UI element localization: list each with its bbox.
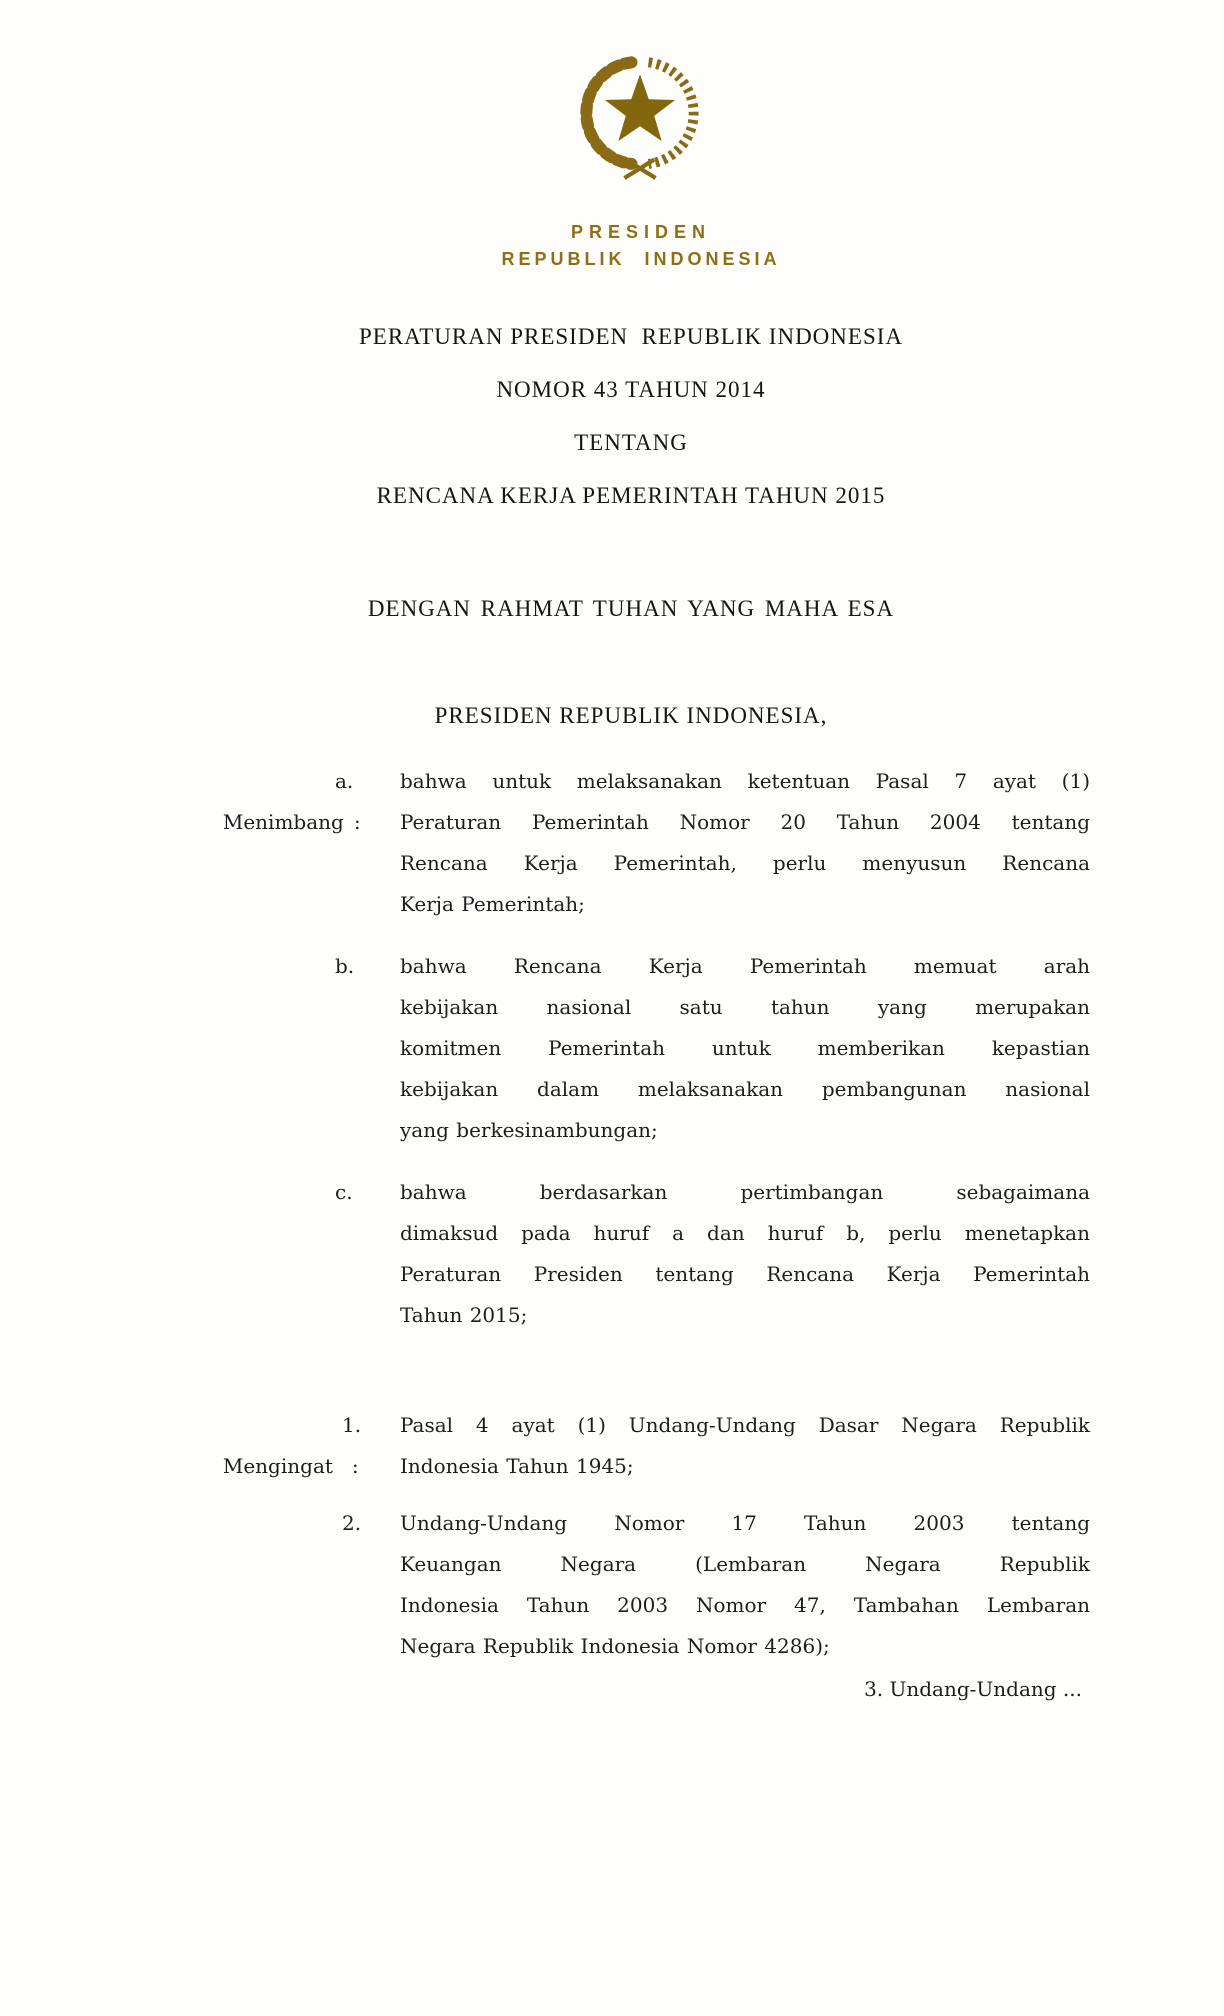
title-line-number: NOMOR 43 TAHUN 2014	[496, 377, 766, 402]
menimbang-label-text: Menimbang	[222, 810, 344, 834]
document-title-block	[172, 323, 1090, 510]
item-text	[400, 946, 1090, 1151]
list-item-1	[335, 1405, 1090, 1487]
clause-line: Peraturan Pemerintah Nomor 20 Tahun 2004 tentang	[400, 810, 1090, 834]
clause-line: kebijakan nasional satu tahun yang merupakan	[400, 995, 1090, 1019]
item-text	[400, 1503, 1090, 1667]
clause-line: Kerja Pemerintah;	[400, 892, 585, 916]
clause-line: bahwa untuk melaksanakan ketentuan Pasal 7 ayat (1)	[400, 769, 1090, 793]
star-icon	[605, 74, 675, 141]
clause-line: Indonesia Tahun 2003 Nomor 47, Tambahan Lembaran	[400, 1593, 1090, 1617]
clause-line: Indonesia Tahun 1945;	[400, 1454, 634, 1478]
item-marker: a.	[335, 769, 354, 793]
list-item-b	[335, 946, 1090, 1151]
list-item-2	[335, 1503, 1090, 1667]
clause-line: Pasal 4 ayat (1) Undang-Undang Dasar Negara Republik	[400, 1413, 1090, 1437]
clause-line: Undang-Undang Nomor 17 Tahun 2003 tentang	[400, 1511, 1090, 1535]
clause-line: Keuangan Negara (Lembaran Negara Republik	[400, 1552, 1090, 1576]
letterhead	[172, 222, 1090, 269]
menimbang-colon: :	[353, 810, 361, 834]
mengingat-items	[335, 1405, 1090, 1667]
clause-line: bahwa Rencana Kerja Pemerintah memuat arah	[400, 954, 1090, 978]
title-line-subject: RENCANA KERJA PEMERINTAH TAHUN 2015	[376, 483, 886, 508]
clause-line: bahwa berdasarkan pertimbangan sebagaimana	[400, 1180, 1090, 1204]
item-marker: 1.	[342, 1413, 362, 1437]
title-line-tentang: TENTANG	[574, 430, 688, 455]
clause-line: dimaksud pada huruf a dan huruf b, perlu menetapkan	[400, 1221, 1090, 1245]
mengingat-colon: :	[351, 1454, 359, 1478]
item-text	[400, 761, 1090, 925]
letterhead-republik-indonesia: REPUBLIK INDONESIA	[501, 249, 781, 269]
letterhead-presiden: PRESIDEN	[570, 222, 712, 242]
item-marker: 2.	[342, 1511, 362, 1535]
clause-line: Peraturan Presiden tentang Rencana Kerja Pemerintah	[400, 1262, 1090, 1286]
mengingat-label	[172, 1405, 359, 1528]
mengingat-label-text: Mengingat	[222, 1454, 333, 1478]
menimbang-label	[172, 761, 361, 884]
presidential-emblem	[564, 46, 716, 188]
clause-line: Negara Republik Indonesia Nomor 4286);	[400, 1634, 830, 1658]
mengingat-section	[172, 1405, 1090, 1667]
item-marker: b.	[335, 954, 355, 978]
list-item-a	[335, 761, 1090, 925]
list-item-c	[335, 1172, 1090, 1336]
menimbang-section	[172, 761, 1090, 1336]
clause-line: kebijakan dalam melaksanakan pembangunan nasional	[400, 1077, 1090, 1101]
clause-line: Rencana Kerja Pemerintah, perlu menyusun Rencana	[400, 851, 1090, 875]
clause-line: Tahun 2015;	[400, 1303, 528, 1327]
clause-line: yang berkesinambungan;	[400, 1118, 658, 1142]
item-marker: c.	[335, 1180, 353, 1204]
menimbang-items	[335, 761, 1090, 1336]
clause-line: komitmen Pemerintah untuk memberikan kepastian	[400, 1036, 1090, 1060]
invocation-line: DENGAN RAHMAT TUHAN YANG MAHA ESA	[367, 596, 895, 621]
item-text	[400, 1172, 1090, 1336]
title-line-regulation: PERATURAN PRESIDEN REPUBLIK INDONESIA	[358, 324, 904, 349]
page-catchword: 3. Undang-Undang ...	[864, 1677, 1082, 1701]
authority-line: PRESIDEN REPUBLIK INDONESIA,	[434, 703, 828, 728]
item-text	[400, 1405, 1090, 1487]
